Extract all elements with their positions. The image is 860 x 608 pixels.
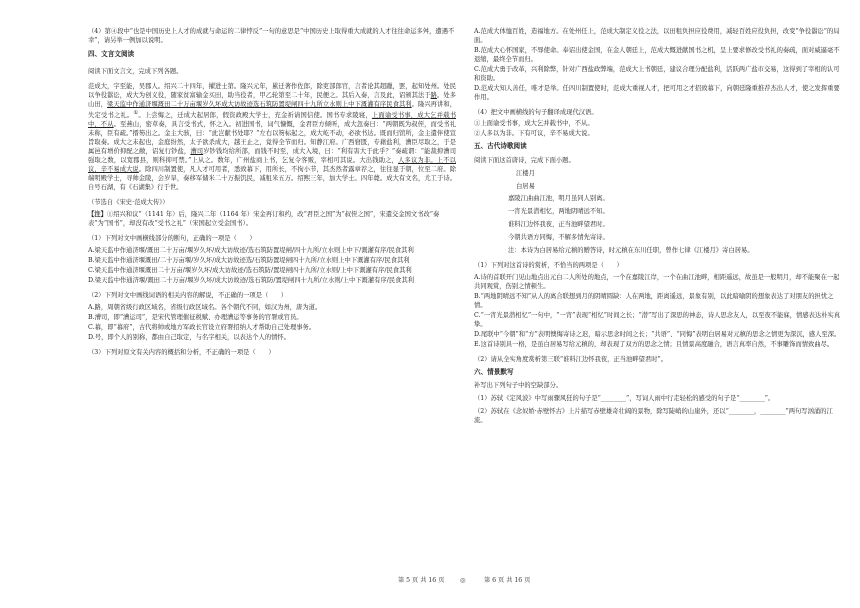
pq1-option-d: D.尾联中“今朝”和“方”表明懊悔寄诗之迟，暗示思念时间之长；“共语”、“同悔”表明白居易对元稹的思念之情更为深沉，感人至深。 — [474, 330, 841, 338]
q2-option-b: B.漕司，即“漕运司”，是宋代管理催征税赋、办理漕运等事务的官署或官员。 — [88, 313, 303, 321]
question-4-translate: （4）把文中画横线的句子翻译成现代汉语。 — [474, 108, 598, 116]
fill-question-2: （2）苏轼在《念奴娇·赤壁怀古》上片描写赤壁雄奇壮阔的景物，除写陡峭的山崖外，还以“________，________”两句写汹涌的江流。 — [474, 407, 833, 424]
section-4-title: 四、文言文阅读 — [88, 49, 135, 58]
section-6-title: 六、情景默写 — [474, 367, 514, 376]
binding-mark: ◎ — [460, 577, 466, 584]
poem-line: 一宵光景潜相忆，两地阴晴远不知。 — [508, 208, 609, 216]
question-3: （3）下列对原文有关内容的概括和分析，不正确的一项是（ ） — [88, 348, 275, 356]
q1-option-c: C.梁天监中作通济堰溉田二十万亩/堰岁久坏/成大访故迹/选石筑防/置堤闸四十九所/立水则/上中下溉灌有序/民食其利 — [88, 267, 412, 275]
q1-option-a: A.梁天监中作通济堰/溉田二十万亩/堰岁久坏/成大访故迹/选石筑防置堤闸/四十九所/立水则上中下/溉灌有序/民食其利 — [88, 247, 414, 255]
reading-instruction: 阅读下面文言文，完成下列各题。 — [88, 68, 183, 76]
right-page — [474, 28, 842, 430]
q2-option-c: C.幕，即“幕府”，古代将帅或地方军政长官设立府署招纳人才帮助自己处理事务。 — [88, 323, 316, 331]
classical-passage: 范成大，字至能，吴郡人。绍兴二十四年，擢进士第。隆兴元年，累迁著作佐郎，除吏部郎官，言者论其超躐，罢，起知处州。处民以争役嚣讼，成大为创义役，随家贫富输金买田，助当役者，甲乙轮第至二十年，民便之。其后入奏，言及此，诏颁其法于路。处多山田，梁天监中作通济堰溉田二十万亩堰岁久坏成大访故迹选石筑防置堤闸四十九所立水则上中下溉灌有序民食其利。隆兴再讲和，失定受书之礼。①。上尝悔之，迁成大起居郎，假资政殿大学士，充金祈请国信使。国书专求陵寝，上面谕受书事，成大乞并载书中，不从。至燕山，密草奏，具言受书式，怀之入。初进国书，词气慷慨，金君臣方倾听，成大忽奏曰：“两朝既为叔侄，而受书礼未称，臣有疏。”搢笏出之。金主大骇，曰：“此岂献书处耶？”左右以笏标起之，成大屹不动，必欲书达。既而归馆所，金主遣伴使宣旨取奏。成大之未起也，金庭纷然，太子欲杀成大，越王止之，竟得全节而归。知静江府。广西窘匮，专藉盐利，漕臣尽取之，于是属邑有增价抑配之敝，诏复行钞盐，漕司岁钞钱均给所部，而钱不时至，成大入境，曰：“利有害大于此乎？”奏疏谓：“能裁抑漕司强取之数，以宽郡县，则科抑可禁。”上从之。数年，广州盐商上书，乞复令客贩，宰相可其说。大出钱助之，人多议为非。上不以议，辛不易成大说。除四川制置使，凡人才可用者，悉致幕下，用所长，不拘小节，其杰然者露章荐之，往往显于朝，位至二府。除端明殿学士，寻帅金陵，会岁旱，奏移军储米二十万振饥民，减租米五万。绍熙三年，加大学士。四年薨。成大有文名，尤工于诗。自号石湖，有《石湖集》行于世。 — [88, 83, 457, 191]
pq1-option-a: A.诗的首联开门见山地点出元白二人所处的地点，一个在嘉陵江岸，一个在曲江池畔，相距遥远，故虽是一般明月，却不能聚在一起共同观赏，伤别之情顿生。 — [474, 274, 840, 291]
underlined-sentence-punctuation: 梁天监中作通济堰溉田二十万亩堰岁久坏成大访故迹选石筑防置堤闸四十九所立水则上中下溉灌有序民食其利 — [107, 101, 412, 109]
pq1-option-c: C.“一宵光景潜相忆”一句中，“一宵”表现“相忆”时间之长；“潜”写出了深思的神态，诗人思念友人，以至夜不能寐，情感表达朴实真挚。 — [474, 311, 841, 328]
left-page-number: 第 5 页 共 16 页 — [398, 577, 445, 584]
right-page-number: 第 6 页 共 16 页 — [484, 577, 531, 584]
poem-line: 嘉陵江曲曲江池，明月虽同人别离。 — [508, 195, 609, 203]
underlined-word-caosi: 漕司 — [190, 147, 204, 155]
footnote: 【注】①绍兴和议”（1141 年）后，隆兴二年（1164 年）宋金再订和约，改“君臣之国”为“叔侄之国”，宋遣交金国文书改“奏表”为“国书”，却没有改“受书之礼”（宋国起立受金国书）。 — [88, 211, 440, 228]
underlined-word-lu: 路 — [430, 92, 438, 100]
section-5-title: 五、古代诗歌阅读 — [474, 142, 527, 151]
q3-option-b: B.范成大心怀国家，不辱使命。奉诏出使金国，在金人朝廷上，范成大慨进献国书之机，呈上要求修改受书礼的奏疏，面对威逼毫不退缩，最终全节而归。 — [474, 46, 840, 63]
translate-item-1: ①上面谕受书事，成大乞并载书中，不从。 — [474, 120, 594, 128]
poem-instruction: 阅读下面这首唐诗，完成下面小题。 — [474, 156, 575, 164]
poem-question-1: （1）下列对这首诗的赏析，不恰当的两项是（ ） — [474, 262, 623, 270]
q3-option-c: C.范成大勇于改革，兴利除弊，针对广西盐政弊端，范成大上书朝廷，建议合理分配盐利，活跃两广盐市交易，这得到了宰相的认可和资助。 — [474, 65, 840, 82]
question-4-text: （4）第④段中“也是中国历史上人才的成就与命运的二律悖反”一句的意思是“中国历史上取得重大成就的人才往往命运多舛，遭遇不幸”，请另举一例加以说明。 — [88, 28, 455, 44]
poem-note: 注：本诗为白居易给元稹的赠答诗，时元稹在东川任职，曾作七律《江楼月》寄白居易。 — [508, 247, 754, 255]
passage-source: （节选自《宋史·范成大传》） — [88, 198, 169, 206]
question-1: （1）下列对文中画横线部分的断句，正确的一项是（ ） — [88, 235, 256, 243]
poem-question-2: （2）请从全实角度赏析第三联“谁料江边怀我夜，正当池畔望君时”。 — [474, 355, 668, 363]
translate-item-2: ②人多以为非。下有可议，辛不易成大说。 — [474, 130, 594, 138]
fill-instruction: 补写出下列句子中的空缺部分。 — [474, 381, 563, 389]
poem-author: 白居易 — [516, 182, 535, 190]
fill-question-1: （1）苏轼《定风波》中写雨骤风狂的句子是“________”，写词人雨中行走轻松的感受的句子是“________”。 — [474, 394, 775, 402]
pq1-option-e: E.这首诗别具一格，是虽白居易写给元稹的，却表现了双方的思念之情；且情景高度融合，语言真率自然，不事雕饰而情致曲尽。 — [474, 340, 834, 348]
left-page — [88, 28, 456, 361]
q2-option-d: D.号，即个人的别称，都由自己取定，与名字相关，以表达个人的情怀。 — [88, 333, 291, 341]
pq1-option-b: B.“两地阴晴远不知”从人的离合联想到月的阴晴圆缺：人在两地，距离遥远，景象有别，以此暗喻阴的想象表达了对朋友的担忧之情。 — [474, 292, 834, 309]
q1-option-b: B.梁天监中作通济堰溉田/二十万亩堰/岁久坏/成大访故迹选/石筑防置堤闸四十九所/立水则上中下溉灌有序/民食其利 — [88, 257, 410, 265]
q3-option-d: D.范成大知人善任，唯才是举。任四川制置使时，范成大重视人才，把可用之才招致幕下，向朝廷隆重推荐杰出人才，使之发挥重要作用。 — [474, 84, 840, 101]
underlined-sentence-translate-1: 上面谕受书事，成大乞并载书中，不从 — [88, 112, 457, 129]
footnote-marker: ① — [133, 109, 139, 116]
question-2: （2）下列对文中画线词语的相关内容的解说，不正确的一项是（ ） — [88, 292, 288, 300]
q1-option-d: D.梁天监中作通济堰/溉田二十万亩/堰岁久坏/成大访故迹/选石筑防/置堤闸四十九所/立水则/上中下溉灌有序/民食其利 — [88, 277, 415, 285]
poem-line: 今朝共语方同悔，不解多情先寄诗。 — [508, 234, 609, 242]
poem-line: 谁料江边怀我夜，正当池畔望君时。 — [508, 221, 609, 229]
poem-title: 江楼月 — [516, 169, 535, 177]
q2-option-a: A.路，周朝省级行政区域名，省级行政区域名。各个朝代不同，如汉为州，唐为道。 — [88, 303, 322, 311]
underlined-sentence-translate-2: 人多议为非。上不以议，辛不易成大说 — [88, 156, 456, 173]
q3-option-a: A.范成大体恤百姓，造福地方。在处州任上，范成大制定义役之法，以田租负担应役费用，减轻百姓应役负担，改变“争役嚣讼”的局面。 — [474, 28, 840, 44]
